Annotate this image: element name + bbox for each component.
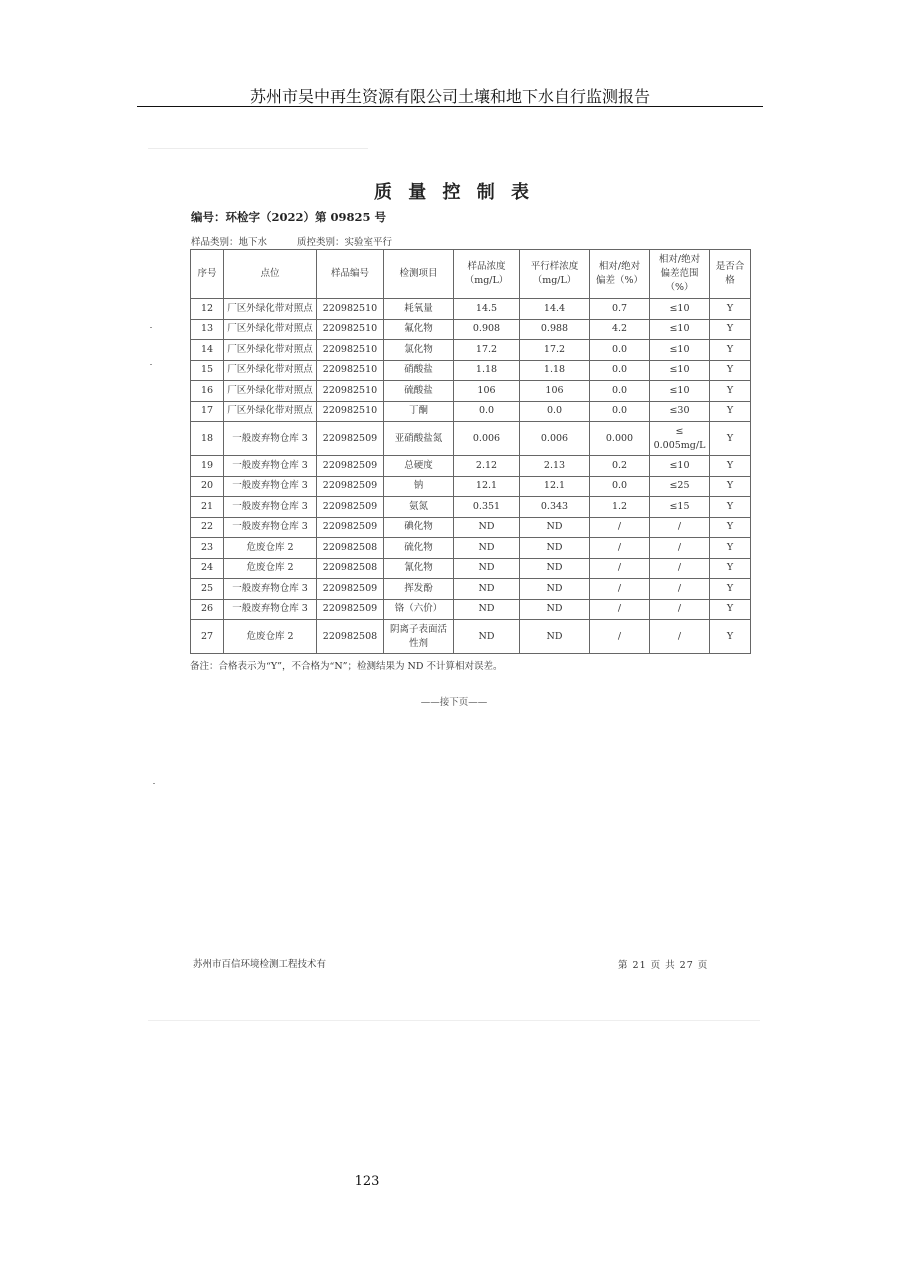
- deviation-range: ≤10: [650, 319, 710, 340]
- sample-id: 220982509: [317, 497, 384, 518]
- sample-site: 厂区外绿化带对照点: [224, 360, 317, 381]
- sample-id: 220982509: [317, 456, 384, 477]
- parallel-concentration: 0.988: [520, 319, 590, 340]
- table-row: [191, 497, 751, 518]
- table-body: [191, 299, 751, 654]
- sample-concentration: 2.12: [454, 456, 520, 477]
- test-item: 氯化物: [384, 340, 454, 361]
- parallel-concentration: 106: [520, 381, 590, 402]
- sample-concentration: ND: [454, 620, 520, 654]
- parallel-concentration: 0.0: [520, 401, 590, 422]
- row-number: 16: [191, 381, 224, 402]
- pass-flag: Y: [710, 558, 751, 579]
- deviation: /: [590, 579, 650, 600]
- scan-edge-bottom: [148, 1020, 760, 1021]
- test-item: 氟化物: [384, 319, 454, 340]
- pass-flag: Y: [710, 456, 751, 477]
- pass-flag: Y: [710, 538, 751, 559]
- table-row: [191, 538, 751, 559]
- column-header: 是否合 格: [710, 250, 751, 299]
- deviation-range: ≤ 0.005mg/L: [650, 422, 710, 456]
- sample-id: 220982509: [317, 517, 384, 538]
- sample-concentration: 1.18: [454, 360, 520, 381]
- test-item: 丁酮: [384, 401, 454, 422]
- parallel-concentration: ND: [520, 579, 590, 600]
- row-number: 15: [191, 360, 224, 381]
- deviation-range: /: [650, 538, 710, 559]
- table-row: [191, 456, 751, 477]
- pass-flag: Y: [710, 340, 751, 361]
- pass-flag: Y: [710, 476, 751, 497]
- sample-site: 一般废弃物仓库 3: [224, 579, 317, 600]
- sample-id: 220982508: [317, 620, 384, 654]
- parallel-concentration: ND: [520, 599, 590, 620]
- deviation-range: ≤10: [650, 360, 710, 381]
- parallel-concentration: 12.1: [520, 476, 590, 497]
- row-number: 26: [191, 599, 224, 620]
- table-row: [191, 319, 751, 340]
- parallel-concentration: ND: [520, 517, 590, 538]
- pass-flag: Y: [710, 401, 751, 422]
- deviation: 0.0: [590, 381, 650, 402]
- sample-id: 220982508: [317, 558, 384, 579]
- sample-concentration: 0.006: [454, 422, 520, 456]
- sample-site: 厂区外绿化带对照点: [224, 299, 317, 320]
- row-number: 27: [191, 620, 224, 654]
- sample-site: 危废仓库 2: [224, 558, 317, 579]
- sample-site: 危废仓库 2: [224, 620, 317, 654]
- deviation: 0.0: [590, 360, 650, 381]
- table-header-row: [191, 250, 751, 299]
- deviation-range: ≤30: [650, 401, 710, 422]
- row-number: 17: [191, 401, 224, 422]
- sample-site: 一般废弃物仓库 3: [224, 599, 317, 620]
- parallel-concentration: 17.2: [520, 340, 590, 361]
- pass-flag: Y: [710, 319, 751, 340]
- row-number: 21: [191, 497, 224, 518]
- parallel-concentration: 0.343: [520, 497, 590, 518]
- table-row: [191, 381, 751, 402]
- deviation: /: [590, 517, 650, 538]
- pass-flag: Y: [710, 299, 751, 320]
- column-header: 平行样浓度 （mg/L）: [520, 250, 590, 299]
- column-header: 相对/绝对 偏差范围 （%）: [650, 250, 710, 299]
- sample-site: 一般废弃物仓库 3: [224, 456, 317, 477]
- sample-concentration: ND: [454, 599, 520, 620]
- sample-id: 220982510: [317, 360, 384, 381]
- sample-site: 厂区外绿化带对照点: [224, 340, 317, 361]
- deviation: 1.2: [590, 497, 650, 518]
- row-number: 25: [191, 579, 224, 600]
- pass-flag: Y: [710, 620, 751, 654]
- sample-concentration: ND: [454, 538, 520, 559]
- table-row: [191, 360, 751, 381]
- sample-concentration: ND: [454, 579, 520, 600]
- sample-site: 一般废弃物仓库 3: [224, 517, 317, 538]
- pass-flag: Y: [710, 497, 751, 518]
- sample-id: 220982510: [317, 299, 384, 320]
- deviation: /: [590, 538, 650, 559]
- test-item: 耗氧量: [384, 299, 454, 320]
- qc-type: 质控类别：实验室平行: [297, 237, 393, 248]
- column-header: 序号: [191, 250, 224, 299]
- test-item: 硫酸盐: [384, 381, 454, 402]
- deviation-range: ≤10: [650, 340, 710, 361]
- row-number: 19: [191, 456, 224, 477]
- sample-site: 厂区外绿化带对照点: [224, 381, 317, 402]
- deviation: 0.0: [590, 401, 650, 422]
- pass-flag: Y: [710, 381, 751, 402]
- test-item: 硫化物: [384, 538, 454, 559]
- table-row: [191, 517, 751, 538]
- deviation: /: [590, 599, 650, 620]
- test-item: 挥发酚: [384, 579, 454, 600]
- table-row: [191, 579, 751, 600]
- test-item: 钠: [384, 476, 454, 497]
- test-item: 硝酸盐: [384, 360, 454, 381]
- sample-type: 样品类别：地下水: [191, 237, 268, 248]
- parallel-concentration: 2.13: [520, 456, 590, 477]
- column-header: 样品浓度 （mg/L）: [454, 250, 520, 299]
- page-number: 123: [354, 1174, 380, 1189]
- deviation: /: [590, 558, 650, 579]
- test-item: 氰化物: [384, 558, 454, 579]
- sample-site: 厂区外绿化带对照点: [224, 319, 317, 340]
- sample-site: 一般废弃物仓库 3: [224, 422, 317, 456]
- table-remark: 备注：合格表示为“Y”，不合格为“N”；检测结果为 ND 不计算相对误差。: [190, 661, 503, 672]
- sample-site: 厂区外绿化带对照点: [224, 401, 317, 422]
- test-item: 碘化物: [384, 517, 454, 538]
- row-number: 20: [191, 476, 224, 497]
- test-item: 阴离子表面活 性剂: [384, 620, 454, 654]
- pass-flag: Y: [710, 517, 751, 538]
- sample-concentration: 12.1: [454, 476, 520, 497]
- test-item: 铬（六价）: [384, 599, 454, 620]
- deviation: 0.000: [590, 422, 650, 456]
- parallel-concentration: ND: [520, 538, 590, 559]
- pass-flag: Y: [710, 599, 751, 620]
- header-divider: [137, 106, 763, 107]
- column-header: 相对/绝对 偏差（%）: [590, 250, 650, 299]
- quality-control-table: [190, 249, 751, 654]
- deviation-range: /: [650, 558, 710, 579]
- row-number: 13: [191, 319, 224, 340]
- sample-id: 220982510: [317, 401, 384, 422]
- sample-id: 220982508: [317, 538, 384, 559]
- deviation-range: ≤15: [650, 497, 710, 518]
- sample-id: 220982509: [317, 579, 384, 600]
- sample-id: 220982509: [317, 476, 384, 497]
- table-row: [191, 620, 751, 654]
- scan-edge-top: [148, 148, 368, 149]
- deviation-range: /: [650, 620, 710, 654]
- deviation: 0.7: [590, 299, 650, 320]
- sample-site: 一般废弃物仓库 3: [224, 497, 317, 518]
- table-row: [191, 422, 751, 456]
- deviation-range: /: [650, 599, 710, 620]
- test-item: 亚硝酸盐氮: [384, 422, 454, 456]
- row-number: 23: [191, 538, 224, 559]
- deviation: 0.2: [590, 456, 650, 477]
- pass-flag: Y: [710, 422, 751, 456]
- document-number: 编号：环检字（2022）第 09825 号: [191, 210, 387, 224]
- column-header: 点位: [224, 250, 317, 299]
- sample-id: 220982510: [317, 319, 384, 340]
- sample-id: 220982509: [317, 422, 384, 456]
- table-row: [191, 340, 751, 361]
- column-header: 样品编号: [317, 250, 384, 299]
- deviation: 0.0: [590, 340, 650, 361]
- document-title: 质 量 控 制 表: [373, 182, 535, 203]
- test-item: 氨氮: [384, 497, 454, 518]
- pass-flag: Y: [710, 579, 751, 600]
- row-number: 12: [191, 299, 224, 320]
- sample-concentration: 0.0: [454, 401, 520, 422]
- footer-organization: 苏州市百信环境检测工程技术有: [193, 959, 327, 970]
- row-number: 22: [191, 517, 224, 538]
- deviation-range: /: [650, 579, 710, 600]
- table-row: [191, 401, 751, 422]
- column-header: 检测项目: [384, 250, 454, 299]
- sample-id: 220982509: [317, 599, 384, 620]
- table-row: [191, 558, 751, 579]
- deviation-range: /: [650, 517, 710, 538]
- parallel-concentration: ND: [520, 620, 590, 654]
- scan-speck: [150, 364, 152, 365]
- footer-page-count: 第 21 页 共 27 页: [618, 960, 709, 971]
- sample-concentration: 17.2: [454, 340, 520, 361]
- parallel-concentration: 1.18: [520, 360, 590, 381]
- parallel-concentration: ND: [520, 558, 590, 579]
- scan-speck: [153, 783, 155, 784]
- report-header-title: 苏州市吴中再生资源有限公司土壤和地下水自行监测报告: [249, 87, 650, 106]
- continue-marker: ——接下页——: [420, 697, 488, 708]
- row-number: 14: [191, 340, 224, 361]
- sample-site: 危废仓库 2: [224, 538, 317, 559]
- pass-flag: Y: [710, 360, 751, 381]
- sample-site: 一般废弃物仓库 3: [224, 476, 317, 497]
- parallel-concentration: 0.006: [520, 422, 590, 456]
- parallel-concentration: 14.4: [520, 299, 590, 320]
- sample-id: 220982510: [317, 340, 384, 361]
- sample-id: 220982510: [317, 381, 384, 402]
- deviation-range: ≤10: [650, 381, 710, 402]
- scan-speck: [150, 327, 152, 328]
- sample-concentration: 0.351: [454, 497, 520, 518]
- test-item: 总硬度: [384, 456, 454, 477]
- deviation-range: ≤10: [650, 456, 710, 477]
- sample-meta: [191, 234, 392, 248]
- sample-concentration: ND: [454, 517, 520, 538]
- deviation: 4.2: [590, 319, 650, 340]
- table-row: [191, 599, 751, 620]
- row-number: 24: [191, 558, 224, 579]
- deviation-range: ≤25: [650, 476, 710, 497]
- table-row: [191, 299, 751, 320]
- sample-concentration: 14.5: [454, 299, 520, 320]
- deviation: 0.0: [590, 476, 650, 497]
- sample-concentration: ND: [454, 558, 520, 579]
- deviation-range: ≤10: [650, 299, 710, 320]
- sample-concentration: 106: [454, 381, 520, 402]
- row-number: 18: [191, 422, 224, 456]
- table-row: [191, 476, 751, 497]
- deviation: /: [590, 620, 650, 654]
- sample-concentration: 0.908: [454, 319, 520, 340]
